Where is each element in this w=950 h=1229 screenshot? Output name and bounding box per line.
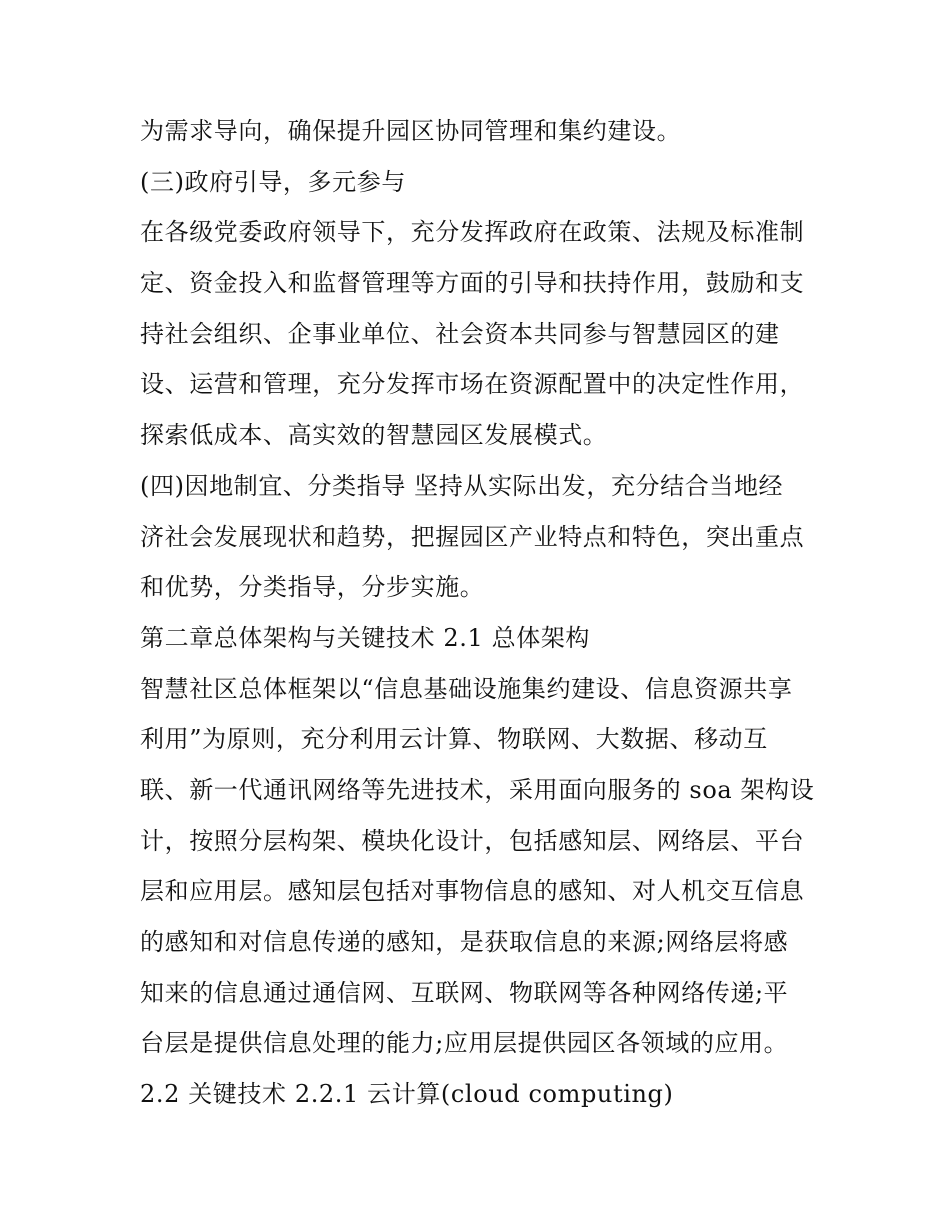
text-line: 定、资金投入和监督管理等方面的引导和扶持作用，鼓励和支 [140, 269, 805, 298]
text-line: 持社会组织、企事业单位、社会资本共同参与智慧园区的建 [140, 319, 780, 348]
text-line: 探索低成本、高实效的智慧园区发展模式。 [140, 421, 608, 450]
text-line: 设、运营和管理，充分发挥市场在资源配置中的决定性作用， [140, 370, 805, 399]
text-line: 层和应用层。感知层包括对事物信息的感知、对人机交互信息 [140, 877, 805, 906]
text-line: 联、新一代通讯网络等先进技术，采用面向服务的 soa 架构设 [140, 775, 815, 804]
chapter-heading: 第二章总体架构与关键技术 2.1 总体架构 [140, 623, 591, 652]
body-text [140, 108, 830, 1122]
text-line: 知来的信息通过通信网、互联网、物联网等各种网络传递;平 [140, 978, 789, 1007]
text-line: 计，按照分层构架、模块化设计，包括感知层、网络层、平台 [140, 826, 805, 855]
text-line: 济社会发展现状和趋势，把握园区产业特点和特色，突出重点 [140, 522, 805, 551]
text-line: 利用”为原则，充分利用云计算、物联网、大数据、移动互 [140, 725, 768, 754]
text-line: 智慧社区总体框架以“信息基础设施集约建设、信息资源共享 [140, 674, 793, 703]
text-line: 台层是提供信息处理的能力;应用层提供园区各领域的应用。 [140, 1029, 789, 1058]
text-line: 和优势，分类指导，分步实施。 [140, 573, 485, 602]
text-line: 的感知和对信息传递的感知，是获取信息的来源;网络层将感 [140, 928, 789, 956]
text-line: 在各级党委政府领导下，充分发挥政府在政策、法规及标准制 [140, 218, 805, 247]
section-heading: (四)因地制宜、分类指导 坚持从实际出发，充分结合当地经 [140, 471, 784, 500]
text-line: 为需求导向，确保提升园区协同管理和集约建设。 [140, 117, 682, 145]
section-heading: 2.2 关键技术 2.2.1 云计算(cloud computing) [140, 1080, 674, 1109]
section-heading: (三)政府引导，多元参与 [140, 167, 406, 196]
